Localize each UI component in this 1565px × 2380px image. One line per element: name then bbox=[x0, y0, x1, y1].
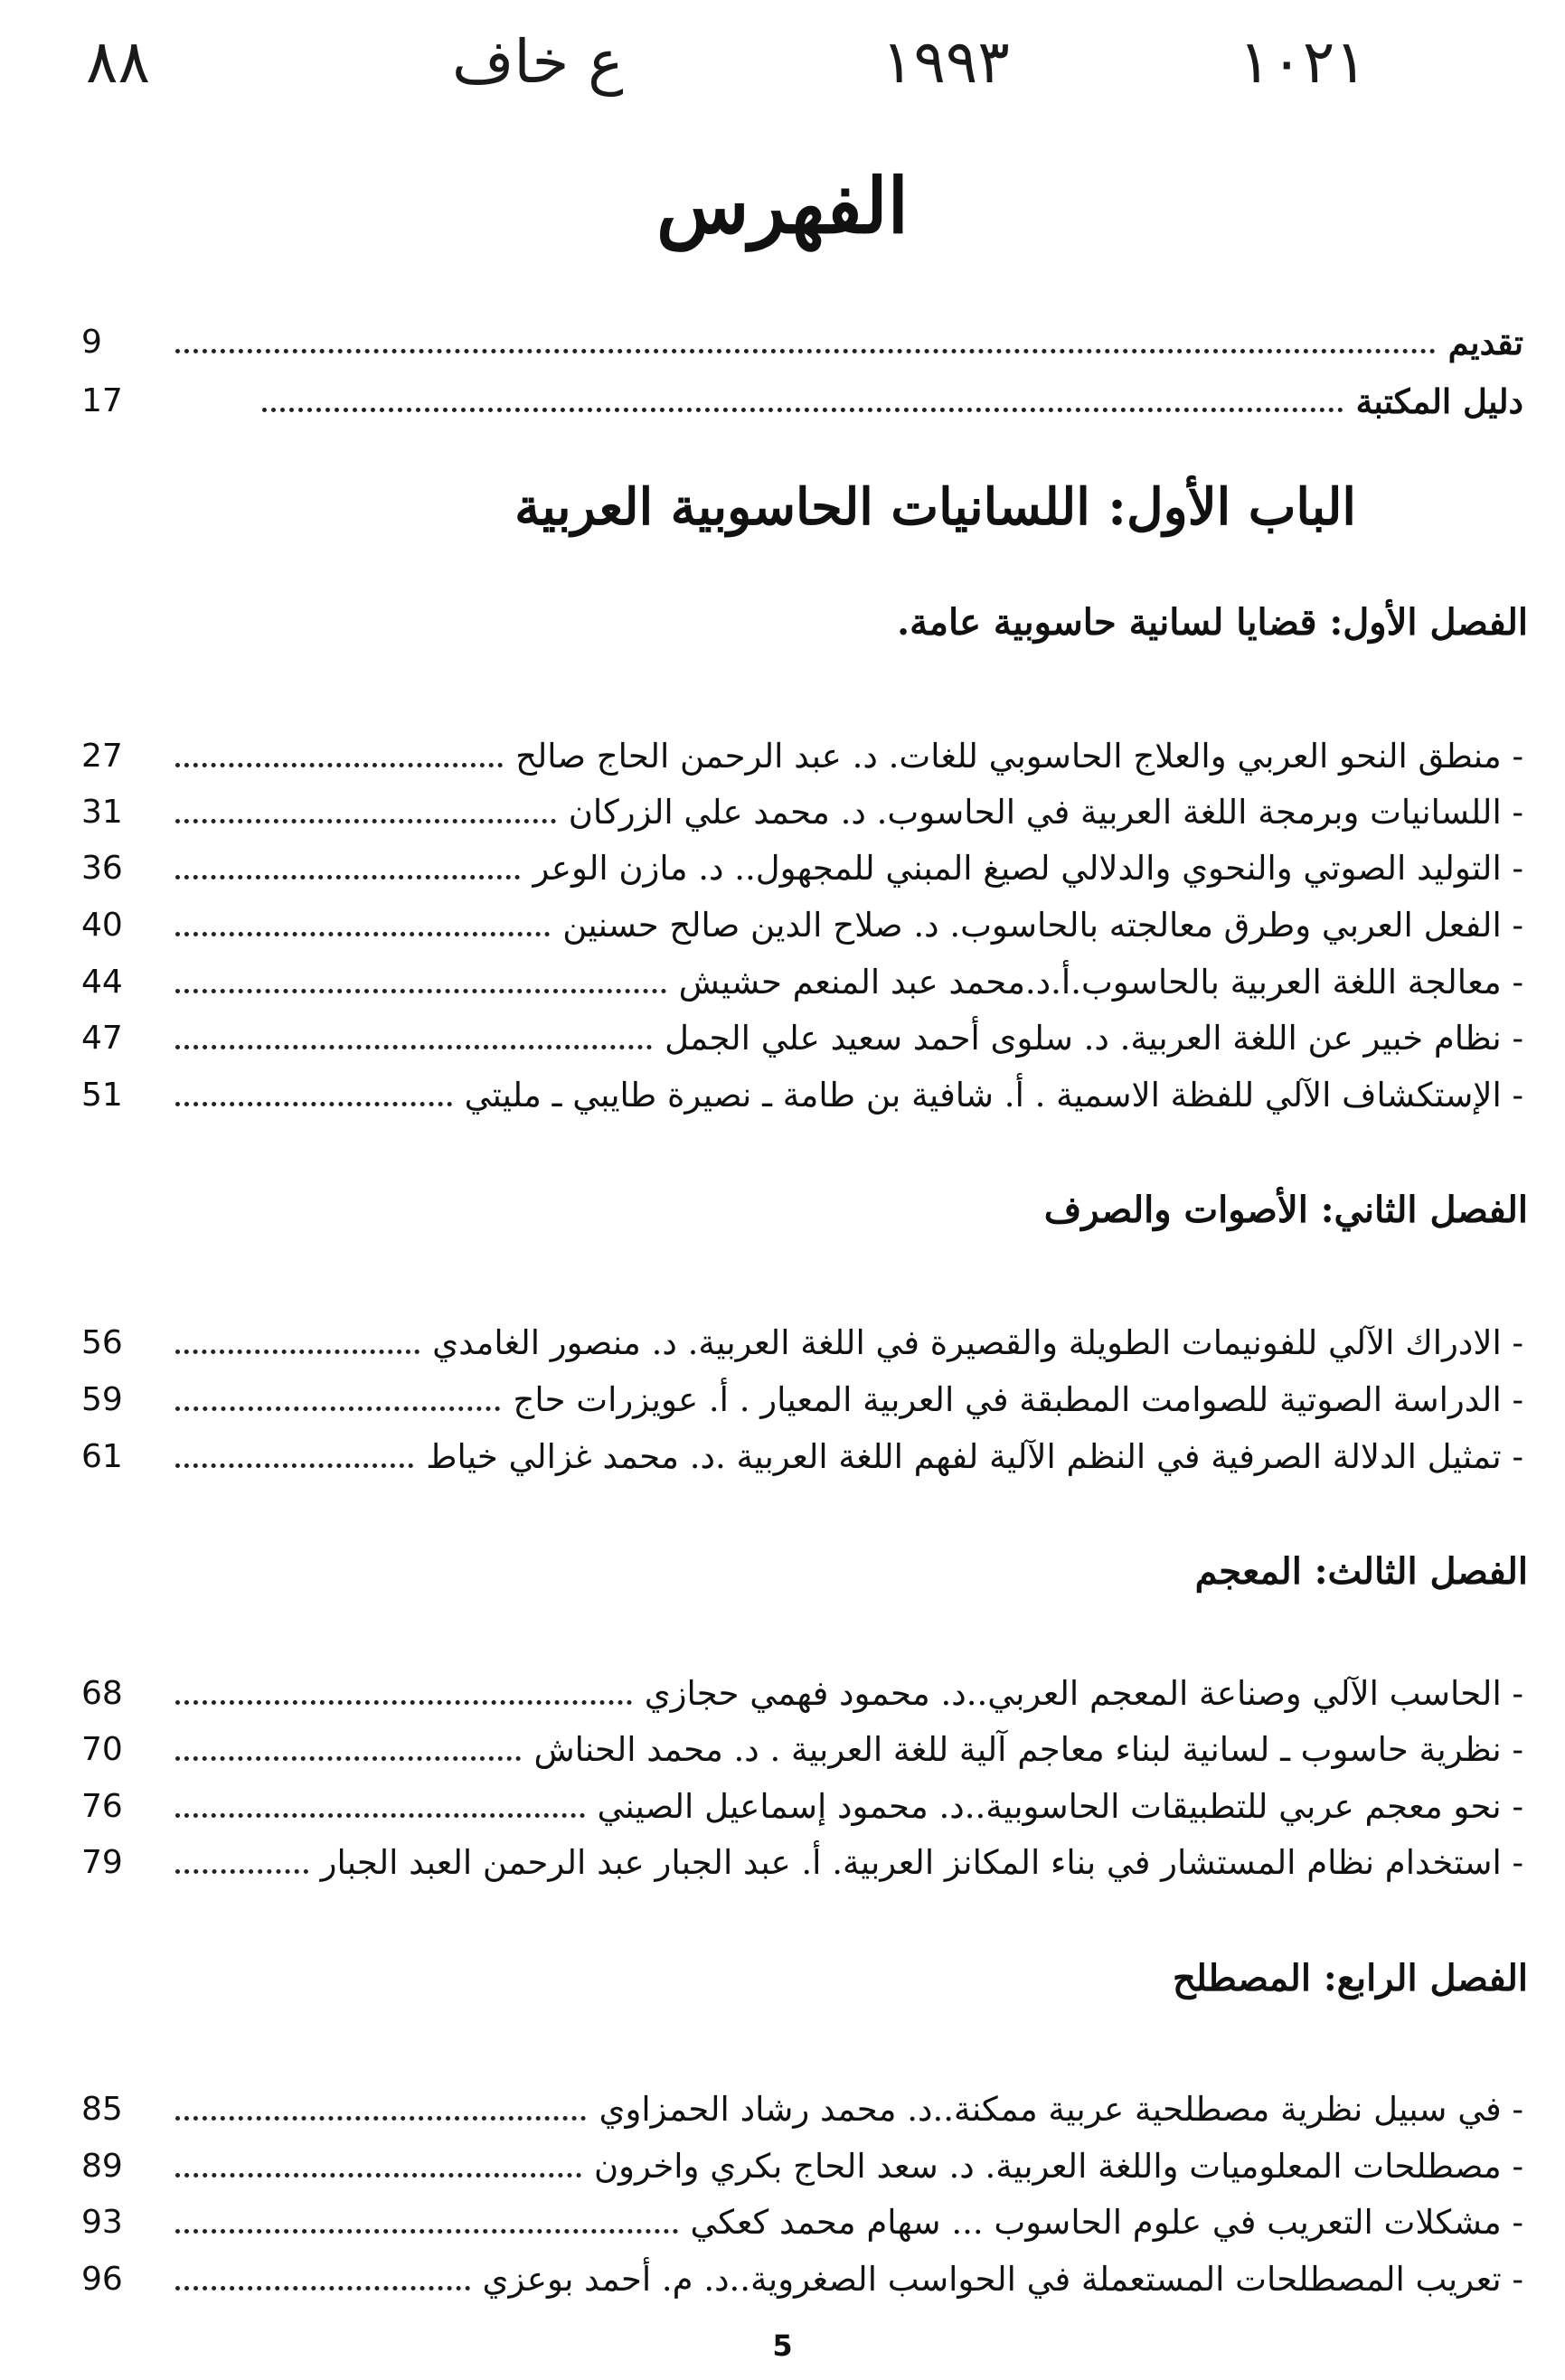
chapter-title-3: الفصل الثالث: المعجم bbox=[1194, 1550, 1528, 1593]
toc-page-number: 27 bbox=[81, 738, 123, 775]
toc-page-number: 36 bbox=[81, 850, 123, 887]
leader-dots bbox=[175, 1045, 652, 1049]
toc-page-number: 44 bbox=[81, 964, 123, 1001]
toc-entry bbox=[81, 1719, 1523, 1773]
toc-entry-text: - الفعل العربي وطرق معالجته بالحاسوب. د. صلاح الدين صالح حسنين bbox=[562, 906, 1523, 945]
toc-page-number: 17 bbox=[81, 382, 123, 419]
leader-dots bbox=[175, 1869, 308, 1874]
handwritten-note-3: ١٩٩٣ bbox=[881, 27, 1010, 97]
toc-page-number: 76 bbox=[81, 1788, 123, 1825]
toc-entry bbox=[81, 1663, 1523, 1717]
toc-page-number: 85 bbox=[81, 2091, 123, 2128]
toc-entry bbox=[81, 726, 1523, 780]
chapter-title-2: الفصل الثاني: الأصوات والصرف bbox=[1043, 1189, 1528, 1231]
toc-entry bbox=[81, 1065, 1523, 1119]
toc-entry bbox=[81, 2192, 1523, 2246]
toc-entry-text: - تعريب المصطلحات المستعملة في الحواسب الصغروية..د. م. أحمد بوعزي bbox=[482, 2260, 1523, 2299]
toc-entry bbox=[81, 2136, 1523, 2190]
toc-entry bbox=[81, 1426, 1523, 1481]
leader-dots bbox=[175, 1102, 452, 1106]
toc-entry-text: - استخدام نظام المستشار في بناء المكانز العربية. أ. عبد الجبار عبد الرحمن العبد الجبار bbox=[320, 1843, 1523, 1882]
toc-page-number: 31 bbox=[81, 794, 123, 831]
toc-page-number: 40 bbox=[81, 907, 123, 944]
leader-dots bbox=[175, 2116, 586, 2121]
toc-entry-text: - الإستكشاف الآلي للفظة الاسمية . أ. شافية بن طامة ـ نصيرة طايبي ـ مليتي bbox=[464, 1076, 1523, 1115]
toc-page-number: 61 bbox=[81, 1438, 123, 1475]
toc-entry bbox=[81, 1832, 1523, 1886]
part-title: الباب الأول: اللسانيات الحاسوبية العربية bbox=[514, 477, 1356, 537]
toc-entry-text: - التوليد الصوتي والنحوي والدلالي لصيغ المبني للمجهول.. د. مازن الوعر bbox=[533, 849, 1523, 888]
toc-page-number: 70 bbox=[81, 1731, 123, 1768]
toc-entry bbox=[81, 1369, 1523, 1424]
chapter-title-4: الفصل الرابع: المصطلح bbox=[1172, 1957, 1528, 1999]
toc-entry bbox=[81, 1776, 1523, 1830]
toc-entry-text: - الدراسة الصوتية للصوامت المطبقة في العربية المعيار . أ. عويزرات حاج bbox=[513, 1380, 1523, 1419]
toc-entry-library-guide bbox=[81, 371, 1523, 425]
leader-dots bbox=[175, 1700, 632, 1705]
toc-entry-text: - نحو معجم عربي للتطبيقات الحاسوبية..د. محمود إسماعيل الصيني bbox=[597, 1787, 1523, 1826]
toc-page-number: 96 bbox=[81, 2261, 123, 2298]
leader-dots bbox=[175, 875, 520, 880]
toc-page-number: 51 bbox=[81, 1077, 123, 1114]
toc-page-number: 89 bbox=[81, 2148, 123, 2185]
toc-entry bbox=[81, 1008, 1523, 1062]
leader-dots bbox=[175, 2286, 470, 2291]
leader-dots bbox=[262, 408, 1343, 412]
toc-entry-introduction bbox=[81, 312, 1523, 366]
leader-dots bbox=[175, 2229, 678, 2234]
leader-dots bbox=[175, 989, 666, 993]
leader-dots bbox=[175, 1756, 521, 1761]
toc-entry bbox=[81, 1312, 1523, 1367]
leader-dots bbox=[175, 2173, 581, 2178]
leader-dots bbox=[175, 1350, 420, 1354]
leader-dots bbox=[175, 1813, 585, 1818]
page-number: 5 bbox=[772, 2328, 793, 2363]
leader-dots bbox=[175, 763, 503, 767]
page-title: الفهرس bbox=[655, 161, 910, 250]
toc-page-number: 93 bbox=[81, 2204, 123, 2241]
toc-entry-text: - مشكلات التعريب في علوم الحاسوب ... سهام محمد كعكي bbox=[690, 2203, 1523, 2242]
handwritten-note-1: ٨٨ bbox=[86, 27, 150, 97]
toc-page-number: 79 bbox=[81, 1844, 123, 1881]
toc-entry-text: - الحاسب الآلي وصناعة المعجم العربي..د. محمود فهمي حجازي bbox=[644, 1674, 1523, 1713]
toc-entry-label: دليل المكتبة bbox=[1355, 381, 1523, 421]
leader-dots bbox=[175, 932, 550, 936]
leader-dots bbox=[175, 819, 556, 823]
toc-entry bbox=[81, 2249, 1523, 2303]
toc-entry-text: - معالجة اللغة العربية بالحاسوب.أ.د.محمد عبد المنعم حشيش bbox=[678, 963, 1523, 1002]
toc-entry-text: - منطق النحو العربي والعلاج الحاسوبي للغات. د. عبد الرحمن الحاج صالح bbox=[515, 737, 1523, 776]
toc-page-number: 59 bbox=[81, 1381, 123, 1418]
toc-entry bbox=[81, 782, 1523, 836]
leader-dots bbox=[175, 349, 1436, 353]
toc-page-number: 68 bbox=[81, 1675, 123, 1712]
toc-entry bbox=[81, 2079, 1523, 2133]
leader-dots bbox=[175, 1463, 413, 1468]
toc-entry bbox=[81, 952, 1523, 1006]
toc-page-number: 56 bbox=[81, 1324, 123, 1361]
toc-entry-text: - نظرية حاسوب ـ لسانية لبناء معاجم آلية للغة العربية . د. محمد الحناش bbox=[533, 1730, 1523, 1769]
toc-entry bbox=[81, 895, 1523, 949]
toc-page-number: 47 bbox=[81, 1020, 123, 1057]
toc-entry bbox=[81, 838, 1523, 892]
toc-entry-text: - نظام خبير عن اللغة العربية. د. سلوى أحمد سعيد علي الجمل bbox=[665, 1019, 1523, 1058]
toc-entry-text: - مصطلحات المعلوميات واللغة العربية. د. سعد الحاج بكري واخرون bbox=[593, 2147, 1523, 2186]
toc-entry-text: - في سبيل نظرية مصطلحية عربية ممكنة..د. محمد رشاد الحمزاوي bbox=[599, 2090, 1523, 2129]
toc-page-number: 9 bbox=[81, 324, 102, 361]
handwritten-note-2: ع خاف bbox=[452, 27, 624, 97]
chapter-title-1: الفصل الأول: قضايا لسانية حاسوبية عامة. bbox=[897, 601, 1528, 644]
handwritten-note-4: ١٠٢١ bbox=[1239, 27, 1367, 97]
toc-entry-text: - تمثيل الدلالة الصرفية في النظم الآلية لفهم اللغة العربية .د. محمد غزالي خياط bbox=[426, 1437, 1523, 1476]
toc-entry-text: - الادراك الآلي للفونيمات الطويلة والقصيرة في اللغة العربية. د. منصور الغامدي bbox=[432, 1323, 1523, 1362]
toc-entry-text: - اللسانيات وبرمجة اللغة العربية في الحاسوب. د. محمد علي الزركان bbox=[568, 793, 1523, 832]
leader-dots bbox=[175, 1406, 500, 1411]
toc-entry-label: تقديم bbox=[1447, 323, 1523, 362]
